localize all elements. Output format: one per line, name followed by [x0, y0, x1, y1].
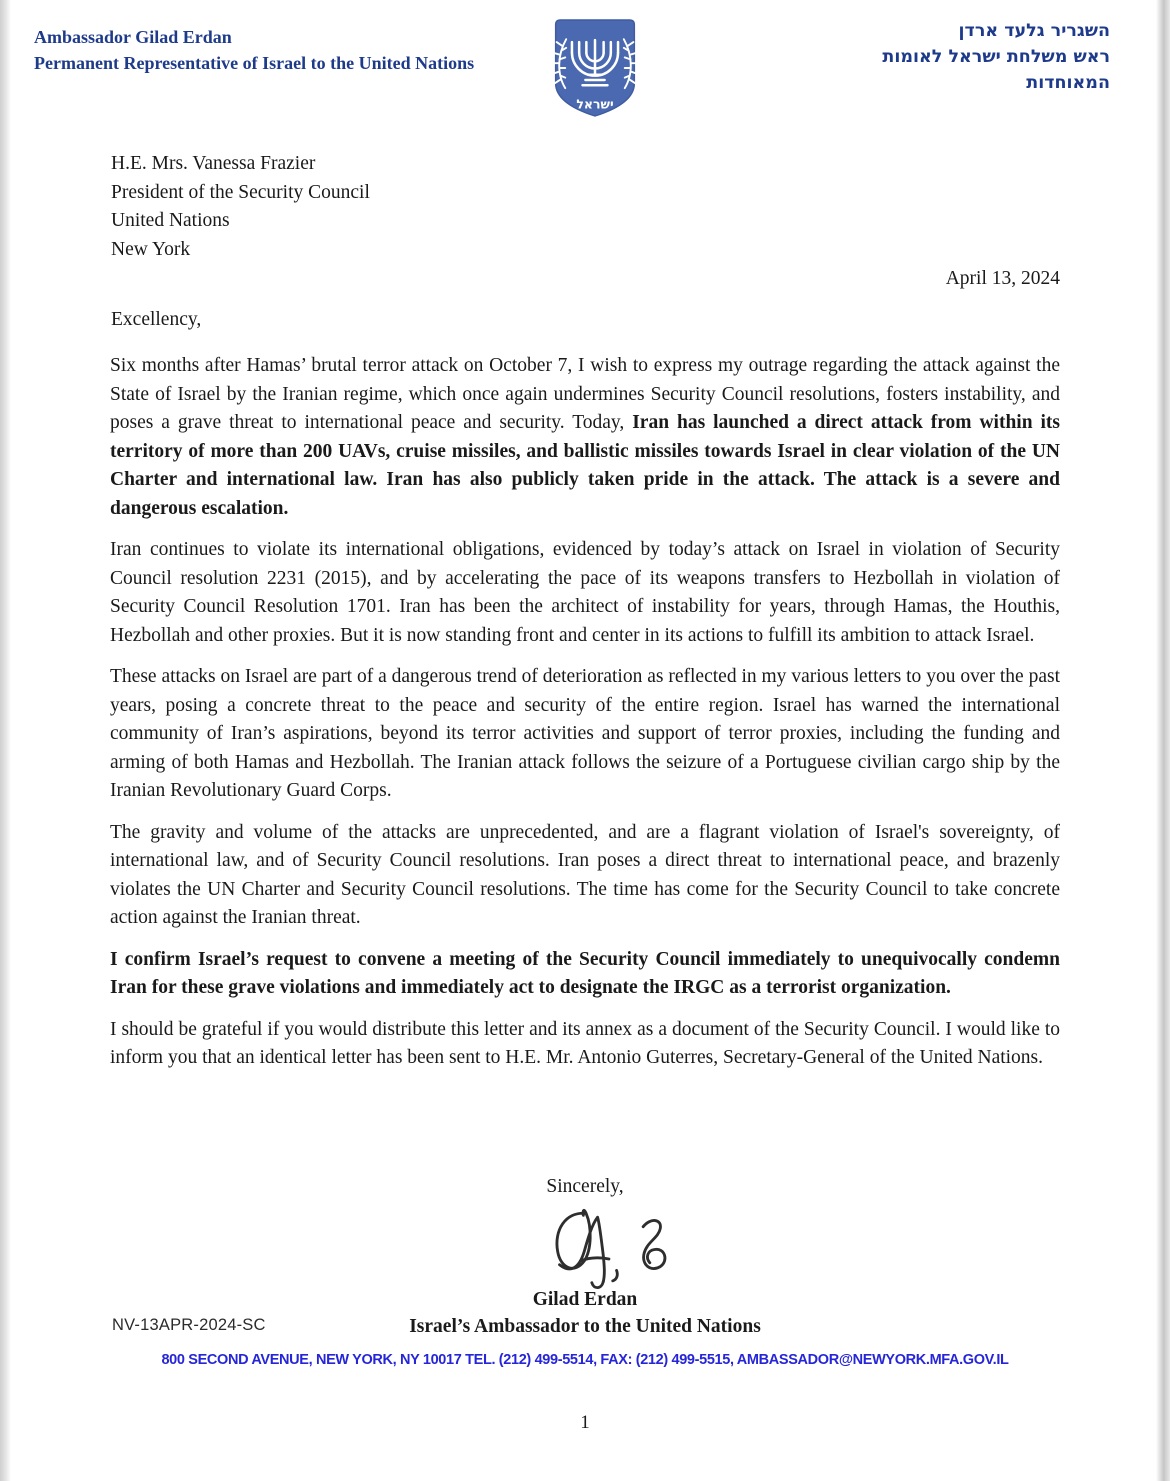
- paragraph-2: Iran continues to violate its international obligations, evidenced by today’s attack on Israel in violation of Security Council resolution 2231 (2015), and by accelerating the pace of its weapons transfers to Hezbollah in violation of Security Council Resolution 1701. Iran has been the architect of instability for years, through Hamas, the Houthis, Hezbollah and other proxies. But it is now standing front and center in its actions to fulfill its ambition to attack Israel.: [110, 539, 1060, 646]
- handwritten-signature: [533, 1202, 683, 1302]
- closing-sincerely: Sincerely,: [546, 1176, 624, 1197]
- ambassador-title: Permanent Representative of Israel to the United Nations: [34, 53, 475, 73]
- reference-number: NV-13APR-2024-SC: [112, 1316, 266, 1334]
- ambassador-name: Ambassador Gilad Erdan: [34, 27, 232, 47]
- salutation: Excellency,: [111, 309, 202, 330]
- paragraph-3: These attacks on Israel are part of a dangerous trend of deterioration as reflected in my various letters to you over the past years, posing a concrete threat to the peace and security of the entire region. Israel has warned the international community of Iran’s aspirations, beyond its terror activities and support of terror proxies, including the funding and arming of both Hamas and Hezbollah. The Iranian attack follows the seizure of a Portuguese civilian cargo ship by the Iranian Revolutionary Guard Corps.: [110, 666, 1060, 801]
- paragraph-1-regular-text: Six months after Hamas’ brutal terror attack on October 7, I wish to express my outrage regarding the attack against the State of Israel by the Iranian regime, which once again undermines Security Council resolutions, fosters instability, and poses a grave threat to international peace and security. Today,: [110, 355, 1060, 433]
- scan-edge-right: [1156, 0, 1170, 1481]
- recipient-org: United Nations: [111, 210, 230, 231]
- scan-edge-left: [0, 0, 11, 1481]
- recipient-title: President of the Security Council: [111, 181, 370, 203]
- paragraph-1-bold-text: Iran has launched a direct attack from within its territory of more than 200 UAVs, cruise missiles, and ballistic missiles towards Israel in clear violation of the UN Charter and international law. Iran has also publicly taken pride in the attack. The attack is a severe and dangerous escalation.: [110, 412, 1060, 519]
- israel-state-emblem-icon: [547, 16, 643, 125]
- letter-body: [110, 352, 1060, 1086]
- israel-state-emblem-svg: [547, 16, 643, 120]
- paragraph-6: I should be grateful if you would distribute this letter and its annex as a document of the Security Council. I would like to inform you that an identical letter has been sent to H.E. Mr. Antonio Guterres, Secretary-General of the United Nations.: [110, 1018, 1060, 1068]
- page-number: 1: [580, 1412, 590, 1433]
- recipient-city: New York: [111, 238, 191, 260]
- signer-name: Gilad Erdan: [532, 1289, 638, 1310]
- letterhead-right-hebrew: [882, 18, 1110, 96]
- letter-date: April 13, 2024: [945, 268, 1060, 289]
- letterhead-hebrew-line-2: ראש משלחת ישראל לאומות: [882, 47, 1110, 67]
- paragraph-1: [110, 352, 1060, 523]
- letterhead-hebrew-line-3: המאוחדות: [1026, 73, 1110, 93]
- signature-strokes: [557, 1210, 665, 1287]
- signer-title: Israel’s Ambassador to the United Nations: [409, 1316, 761, 1337]
- footer-contact-line: 800 SECOND AVENUE, NEW YORK, NY 10017 TEL. (212) 499-5514, FAX: (212) 499-5515, AMBASSADOR@NEWYORK.MFA.GOV.IL: [161, 1352, 1009, 1368]
- emblem-hebrew-text: ישראל: [576, 96, 614, 112]
- signature-svg: [533, 1202, 683, 1297]
- recipient-address: [111, 150, 370, 264]
- paragraph-4: The gravity and volume of the attacks are unprecedented, and are a flagrant violation of Israel's sovereignty, of international law, and of Security Council resolutions. Iran poses a direct threat to international peace, and brazenly violates the UN Charter and Security Council resolutions. The time has come for the Security Council to take concrete action against the Iranian threat.: [110, 821, 1060, 928]
- recipient-name: H.E. Mrs. Vanessa Frazier: [111, 153, 316, 174]
- letterhead-hebrew-line-1: השגריר גלעד ארדן: [958, 21, 1110, 41]
- paragraph-5-bold: I confirm Israel’s request to convene a meeting of the Security Council immediately to unequivocally condemn Iran for these grave violations and immediately act to designate the IRGC as a terrorist organization.: [110, 948, 1060, 998]
- letterhead-left: [34, 24, 474, 76]
